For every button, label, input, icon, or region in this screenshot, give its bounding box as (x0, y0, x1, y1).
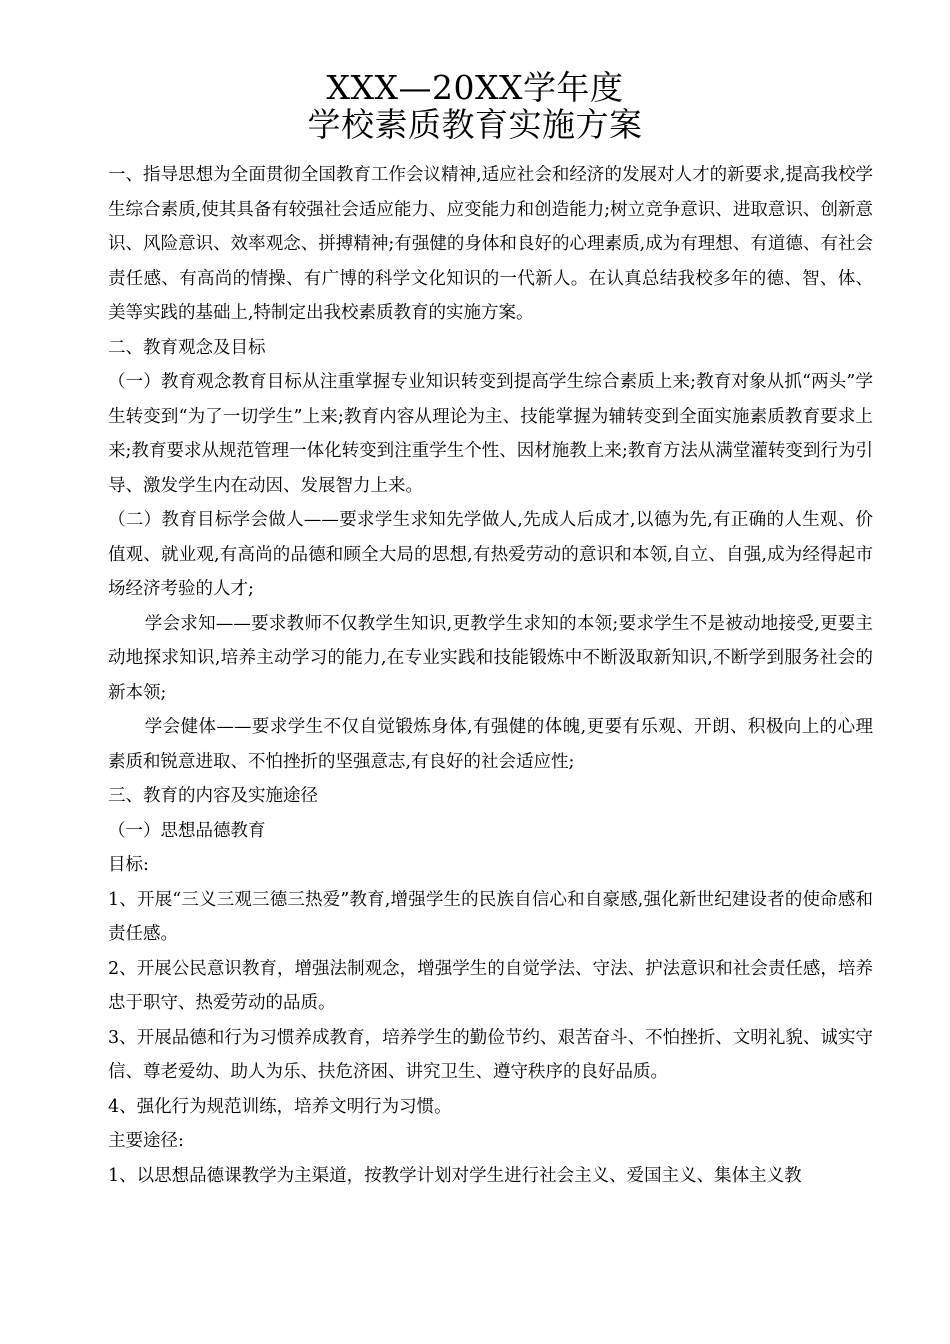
paragraph-education-goals: （二）教育目标学会做人——要求学生求知先学做人,先成人后成才,以德为先,有正确的人生观、价值观、就业观,有高尚的品德和顾全大局的思想,有热爱劳动的意识和本领,自立、自强,成为经得起市场经济考验的人才; (108, 510, 873, 599)
paragraph-learn-fitness: 学会健体——要求学生不仅自觉锻炼身体,有强健的体魄,更要有乐观、开朗、积极向上的心理素质和锐意进取、不怕挫折的坚强意志,有良好的社会适应性; (108, 717, 873, 772)
goal-item-2: 2、开展公民意识教育，增强法制观念，增强学生的自觉学法、守法、护法意识和社会责任感，培养忠于职守、热爱劳动的品质。 (108, 958, 873, 1013)
goal-item-3: 3、开展品德和行为习惯养成教育，培养学生的勤俭节约、艰苦奋斗、不怕挫折、文明礼貌、诚实守信、尊老爱幼、助人为乐、扶危济困、讲究卫生、遵守秩序的良好品质。 (108, 1027, 873, 1082)
document-title-line-1: XXX—20XX学年度 (326, 68, 624, 107)
document-title-line-2: 学校素质教育实施方案 (307, 105, 643, 144)
paragraph-education-concepts: （一）教育观念教育目标从注重掌握专业知识转变到提高学生综合素质上来;教育对象从抓“两头”学生转变到“为了一切学生”上来;教育内容从理论为主、技能掌握为辅转变到全面实施素质教育要求上来;教育要求从规范管理一体化转变到注重学生个性、因材施教上来;教育方法从满堂灌转变到行为引导、激发学生内在动因、发展智力上来。 (108, 372, 873, 496)
goal-item-4: 4、强化行为规范训练，培养文明行为习惯。 (108, 1096, 452, 1117)
goal-item-1: 1、开展“三义三观三德三热爱”教育,增强学生的民族自信心和自豪感,强化新世纪建设者的使命感和责任感。 (108, 889, 873, 944)
document-body (108, 158, 873, 1193)
section-heading-concepts-goals: 二、教育观念及目标 (108, 337, 266, 358)
approach-item-1: 1、以思想品德课教学为主渠道，按教学计划对学生进行社会主义、爱国主义、集体主义教 (108, 1165, 802, 1186)
subsection-heading-moral-education: （一）思想品德教育 (108, 820, 266, 841)
label-main-approaches: 主要途径: (108, 1131, 184, 1151)
section-guiding-ideology: 一、指导思想为全面贯彻全国教育工作会议精神,适应社会和经济的发展对人才的新要求,提高我校学生综合素质,使其具备有较强社会适应能力、应变能力和创造能力;树立竞争意识、进取意识、创新意识、风险意识、效率观念、拼搏精神;有强健的身体和良好的心理素质,成为有理想、有道德、有社会责任感、有高尚的情操、有广博的科学文化知识的一代新人。在认真总结我校多年的德、智、体、美等实践的基础上,特制定出我校素质教育的实施方案。 (108, 165, 873, 323)
section-heading-content-approaches: 三、教育的内容及实施途径 (108, 786, 318, 806)
paragraph-learn-to-know: 学会求知——要求教师不仅教学生知识,更教学生求知的本领;要求学生不是被动地接受,更要主动地探求知识,培养主动学习的能力,在专业实践和技能锻炼中不断汲取新知识,不断学到服务社会的新本领; (108, 613, 873, 703)
label-goals: 目标: (108, 855, 149, 875)
